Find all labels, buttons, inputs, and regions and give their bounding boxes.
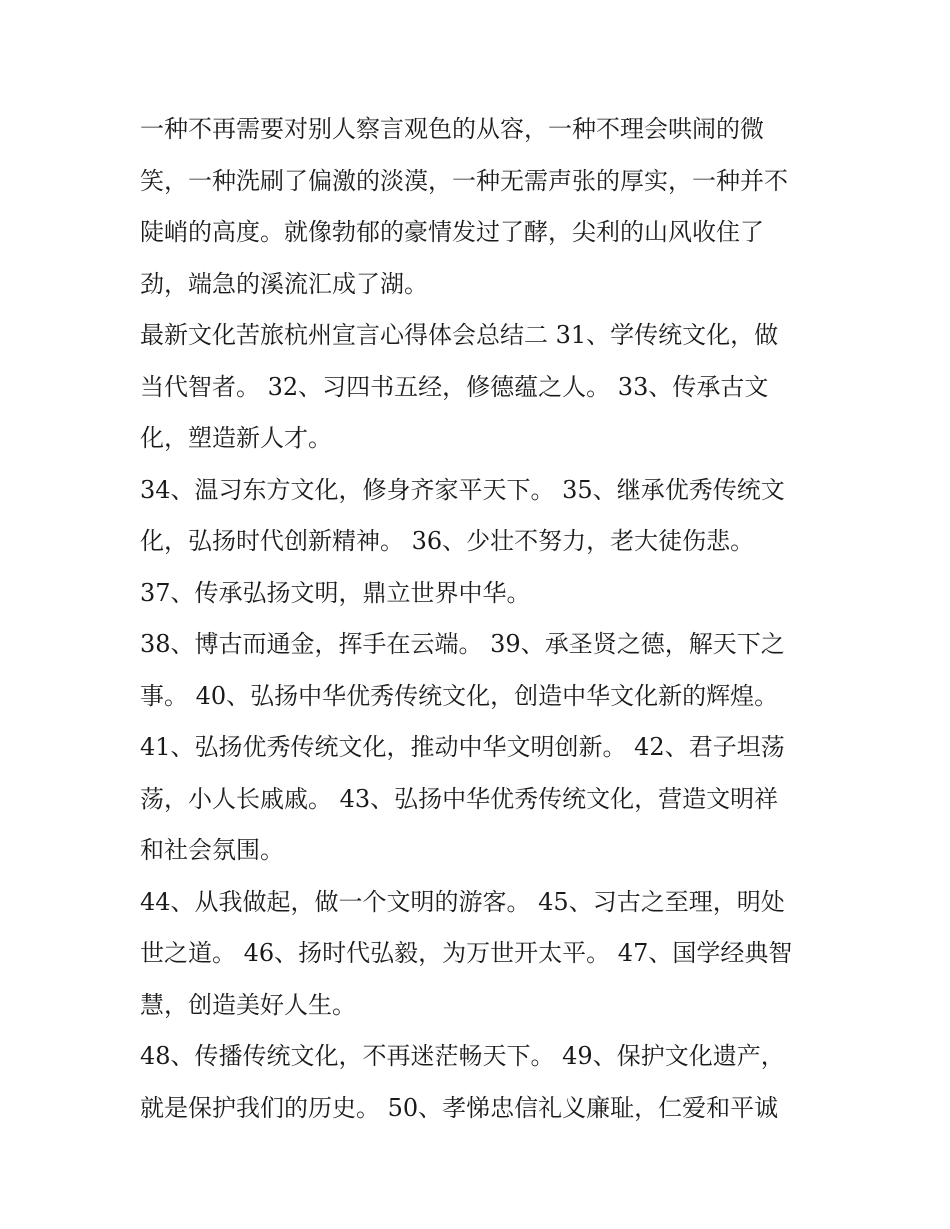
text-line: 就是保护我们的历史。 50、孝悌忠信礼义廉耻，仁爱和平诚 xyxy=(140,1093,779,1122)
text-line: 当代智者。 32、习四书五经，修德蕴之人。 33、传承古文 xyxy=(140,372,769,401)
paragraph-4 xyxy=(140,568,820,620)
text-line: 世之道。 46、扬时代弘毅，为万世开太平。 47、国学经典智 xyxy=(140,939,793,967)
paragraph-7 xyxy=(140,877,820,1032)
text-line: 化，弘扬时代创新精神。 36、少壮不努力，老大徒伤悲。 xyxy=(140,527,755,555)
document-body xyxy=(140,104,820,1134)
paragraph-5 xyxy=(140,619,820,722)
text-line: 37、传承弘扬文明，鼎立世界中华。 xyxy=(140,578,531,607)
text-line: 笑，一种洗刷了偏激的淡漠，一种无需声张的厚实，一种并不 xyxy=(140,166,788,195)
text-line: 劲，端急的溪流汇成了湖。 xyxy=(140,269,428,298)
text-line: 38、博古而通金，挥手在云端。 39、承圣贤之德，解天下之 xyxy=(140,630,785,658)
text-line: 慧，创造美好人生。 xyxy=(140,990,356,1019)
paragraph-2 xyxy=(140,310,820,465)
text-line: 化，塑造新人才。 xyxy=(140,424,332,452)
text-line: 48、传播传统文化，不再迷茫畅天下。 49、保护文化遗产， xyxy=(140,1042,785,1070)
text-line: 34、温习东方文化，修身齐家平天下。 35、继承优秀传统文 xyxy=(140,475,785,504)
paragraph-1 xyxy=(140,104,820,310)
text-line: 一种不再需要对别人察言观色的从容，一种不理会哄闹的微 xyxy=(140,115,764,143)
text-line: 41、弘扬优秀传统文化，推动中华文明创新。 42、君子坦荡 xyxy=(140,733,785,761)
text-line: 和社会氛围。 xyxy=(140,836,284,864)
text-line: 事。 40、弘扬中华优秀传统文化，创造中华文化新的辉煌。 xyxy=(140,681,779,710)
paragraph-6 xyxy=(140,722,820,877)
text-line: 44、从我做起，做一个文明的游客。 45、习古之至理，明处 xyxy=(140,887,785,916)
text-line: 最新文化苦旅杭州宣言心得体会总结二 31、学传统文化，做 xyxy=(140,321,779,349)
text-line: 荡，小人长戚戚。 43、弘扬中华优秀传统文化，营造文明祥 xyxy=(140,784,779,813)
paragraph-3 xyxy=(140,465,820,568)
text-line: 陡峭的高度。就像勃郁的豪情发过了酵，尖利的山风收住了 xyxy=(140,218,764,246)
paragraph-8 xyxy=(140,1031,820,1134)
